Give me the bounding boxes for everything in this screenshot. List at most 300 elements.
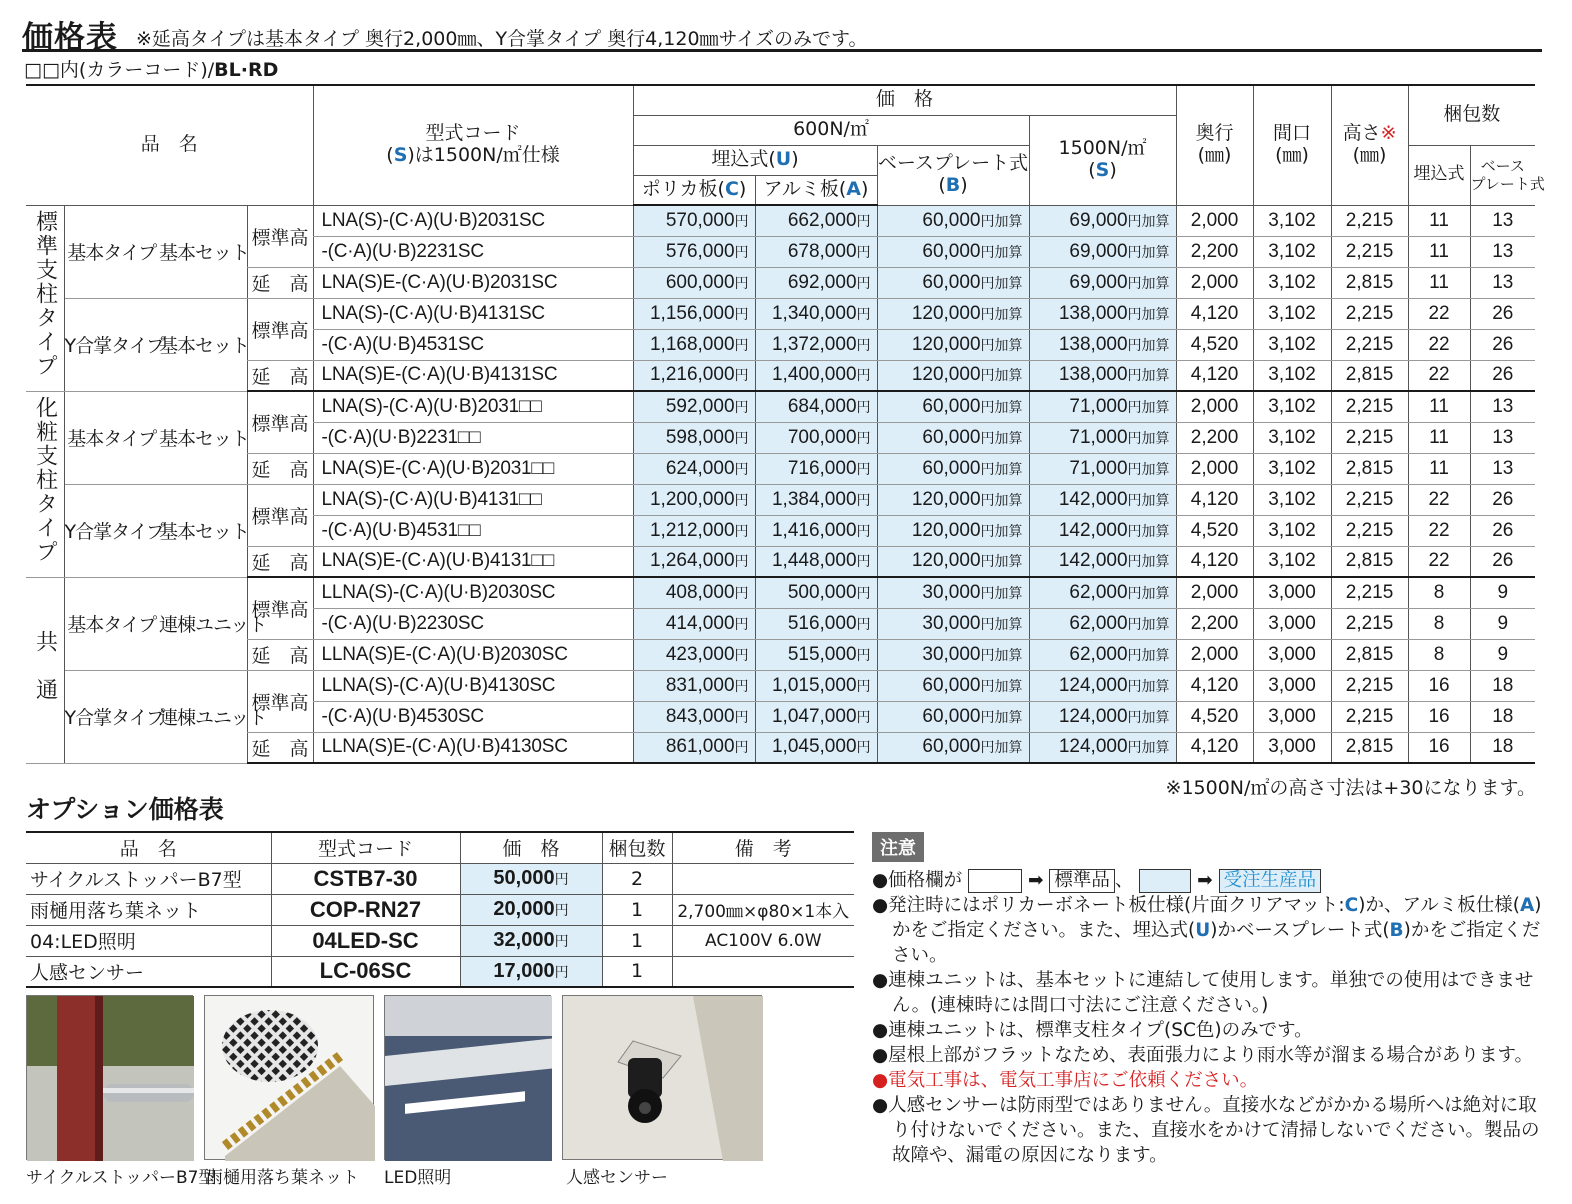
depth-value: 2,200 [1176, 422, 1253, 453]
width-value: 3,000 [1253, 639, 1331, 670]
price-baseplate-add: 30,000円加算 [877, 577, 1029, 608]
height-type-extended: 延 高 [247, 639, 313, 670]
pack-embedded-value: 11 [1408, 391, 1470, 422]
price-baseplate-add: 60,000円加算 [877, 391, 1029, 422]
height-value: 2,815 [1331, 453, 1408, 484]
height-value: 2,215 [1331, 577, 1408, 608]
caption-leaf-net: 雨樋用落ち葉ネット [206, 1168, 359, 1188]
caution-notes [872, 832, 1544, 1168]
option-header-name: 品 名 [26, 832, 271, 863]
price-polycarbonate: 1,168,000円 [633, 329, 755, 360]
price-baseplate-add: 60,000円加算 [877, 732, 1029, 763]
option-row [26, 956, 854, 987]
price-baseplate-add: 60,000円加算 [877, 701, 1029, 732]
pack-base-value: 26 [1470, 360, 1535, 391]
option-pack: 2 [602, 863, 672, 894]
header-baseplate: ベースプレート式 (B) [877, 145, 1029, 205]
price-aluminum: 515,000円 [755, 639, 877, 670]
price-aluminum: 516,000円 [755, 608, 877, 639]
price-1500-add: 69,000円加算 [1029, 236, 1176, 267]
pack-embedded-value: 11 [1408, 453, 1470, 484]
depth-value: 2,000 [1176, 453, 1253, 484]
set-label: 連棟ユニット [159, 577, 247, 670]
price-1500-add: 62,000円加算 [1029, 608, 1176, 639]
option-price: 50,000円 [460, 863, 602, 894]
pack-embedded-value: 11 [1408, 422, 1470, 453]
pack-base-value: 26 [1470, 515, 1535, 546]
option-code: CSTB7-30 [271, 863, 460, 894]
price-polycarbonate: 414,000円 [633, 608, 755, 639]
height-footnote: ※1500N/㎡の高さ寸法は+30になります。 [1165, 777, 1536, 799]
price-baseplate-add: 60,000円加算 [877, 670, 1029, 701]
width-value: 3,102 [1253, 546, 1331, 577]
price-1500-add: 71,000円加算 [1029, 391, 1176, 422]
option-name: 04:LED照明 [26, 925, 271, 956]
type-label: 基本タイプ [64, 577, 159, 670]
pack-embedded-value: 8 [1408, 608, 1470, 639]
model-code: -(C·A)(U·B)2230SC [313, 608, 633, 639]
set-label: 基本セット [159, 298, 247, 391]
pack-embedded-value: 22 [1408, 515, 1470, 546]
option-header-note: 備 考 [672, 832, 854, 863]
color-code-prefix: □□内(カラーコード)/ [24, 59, 215, 81]
option-note: 2,700㎜×φ80×1本入 [672, 894, 854, 925]
option-code: LC-06SC [271, 956, 460, 987]
pack-base-value: 9 [1470, 639, 1535, 670]
pack-embedded-value: 22 [1408, 329, 1470, 360]
option-table [26, 831, 854, 988]
height-type-standard: 標準高 [247, 205, 313, 267]
height-type-extended: 延 高 [247, 360, 313, 391]
price-1500-add: 138,000円加算 [1029, 360, 1176, 391]
height-value: 2,815 [1331, 732, 1408, 763]
price-aluminum: 1,384,000円 [755, 484, 877, 515]
price-row [26, 670, 1535, 701]
price-row [26, 205, 1535, 236]
page-title: 価格表 [22, 20, 118, 56]
height-value: 2,215 [1331, 329, 1408, 360]
depth-value: 4,120 [1176, 298, 1253, 329]
price-polycarbonate: 600,000円 [633, 267, 755, 298]
price-row [26, 732, 1535, 763]
price-1500-add: 124,000円加算 [1029, 732, 1176, 763]
price-1500-add: 124,000円加算 [1029, 701, 1176, 732]
pack-base-value: 26 [1470, 329, 1535, 360]
depth-value: 4,520 [1176, 329, 1253, 360]
price-baseplate-add: 120,000円加算 [877, 329, 1029, 360]
price-baseplate-add: 60,000円加算 [877, 422, 1029, 453]
pack-embedded-value: 16 [1408, 732, 1470, 763]
motion-sensor-image [563, 996, 763, 1161]
pack-base-value: 18 [1470, 701, 1535, 732]
price-aluminum: 1,400,000円 [755, 360, 877, 391]
pack-embedded-value: 22 [1408, 546, 1470, 577]
header-load-1500: 1500N/㎡ (S) [1029, 115, 1176, 205]
pack-base-value: 26 [1470, 484, 1535, 515]
price-baseplate-add: 120,000円加算 [877, 546, 1029, 577]
model-code: LNA(S)-(C·A)(U·B)4131□□ [313, 484, 633, 515]
price-baseplate-add: 60,000円加算 [877, 267, 1029, 298]
height-value: 2,815 [1331, 546, 1408, 577]
pack-base-value: 13 [1470, 391, 1535, 422]
depth-value: 4,120 [1176, 732, 1253, 763]
width-value: 3,102 [1253, 329, 1331, 360]
model-code: -(C·A)(U·B)2231SC [313, 236, 633, 267]
header-aluminum: アルミ板(A) [755, 175, 877, 205]
width-value: 3,102 [1253, 453, 1331, 484]
price-1500-add: 62,000円加算 [1029, 577, 1176, 608]
pack-embedded-value: 22 [1408, 298, 1470, 329]
price-baseplate-add: 120,000円加算 [877, 298, 1029, 329]
pack-base-value: 13 [1470, 236, 1535, 267]
price-baseplate-add: 60,000円加算 [877, 205, 1029, 236]
price-aluminum: 678,000円 [755, 236, 877, 267]
width-value: 3,000 [1253, 577, 1331, 608]
price-polycarbonate: 408,000円 [633, 577, 755, 608]
leaf-net-image [205, 996, 375, 1161]
color-code-line [24, 55, 278, 82]
price-polycarbonate: 1,264,000円 [633, 546, 755, 577]
price-row [26, 453, 1535, 484]
price-table [26, 84, 1545, 764]
price-aluminum: 1,015,000円 [755, 670, 877, 701]
price-baseplate-add: 120,000円加算 [877, 515, 1029, 546]
pack-embedded-value: 11 [1408, 267, 1470, 298]
price-polycarbonate: 1,156,000円 [633, 298, 755, 329]
price-1500-add: 69,000円加算 [1029, 267, 1176, 298]
model-code: LNA(S)E-(C·A)(U·B)4131□□ [313, 546, 633, 577]
height-value: 2,815 [1331, 639, 1408, 670]
price-polycarbonate: 598,000円 [633, 422, 755, 453]
depth-value: 4,120 [1176, 670, 1253, 701]
header-embedded: 埋込式(U) [633, 145, 877, 175]
caution-tag: 注意 [872, 832, 924, 862]
price-row [26, 267, 1535, 298]
option-note [672, 863, 854, 894]
pack-base-value: 13 [1470, 267, 1535, 298]
type-label: Y合掌タイプ [64, 670, 159, 763]
caption-cycle-stopper: サイクルストッパーB7型 [26, 1168, 216, 1188]
width-value: 3,102 [1253, 298, 1331, 329]
price-table-body [26, 205, 1535, 763]
price-1500-add: 142,000円加算 [1029, 546, 1176, 577]
price-1500-add: 71,000円加算 [1029, 422, 1176, 453]
option-header-code: 型式コード [271, 832, 460, 863]
pack-base-value: 26 [1470, 298, 1535, 329]
depth-value: 2,000 [1176, 391, 1253, 422]
option-row [26, 925, 854, 956]
price-polycarbonate: 1,216,000円 [633, 360, 755, 391]
price-polycarbonate: 1,212,000円 [633, 515, 755, 546]
option-photos [26, 995, 766, 1200]
pack-embedded-value: 11 [1408, 236, 1470, 267]
header-bar [22, 8, 1542, 56]
category-label: 共 通 [26, 577, 64, 763]
header-width: 間口 (㎜) [1253, 85, 1331, 205]
pack-base-value: 13 [1470, 422, 1535, 453]
price-1500-add: 142,000円加算 [1029, 484, 1176, 515]
price-1500-add: 138,000円加算 [1029, 329, 1176, 360]
height-value: 2,215 [1331, 484, 1408, 515]
legend-standard-swatch [968, 869, 1022, 893]
pack-embedded-value: 11 [1408, 205, 1470, 236]
cycle-stopper-image [27, 996, 194, 1161]
price-polycarbonate: 1,200,000円 [633, 484, 755, 515]
price-polycarbonate: 570,000円 [633, 205, 755, 236]
set-label: 連棟ユニット [159, 670, 247, 763]
legend-standard-label: 標準品 [1049, 869, 1115, 893]
price-polycarbonate: 592,000円 [633, 391, 755, 422]
price-baseplate-add: 120,000円加算 [877, 360, 1029, 391]
model-code: LLNA(S)E-(C·A)(U·B)4130SC [313, 732, 633, 763]
pack-embedded-value: 16 [1408, 670, 1470, 701]
price-aluminum: 1,372,000円 [755, 329, 877, 360]
legend-bto-swatch [1139, 869, 1191, 893]
price-polycarbonate: 576,000円 [633, 236, 755, 267]
option-table-body [26, 863, 854, 987]
led-light-photo [384, 995, 551, 1160]
price-aluminum: 692,000円 [755, 267, 877, 298]
width-value: 3,000 [1253, 701, 1331, 732]
model-code: LNA(S)-(C·A)(U·B)4131SC [313, 298, 633, 329]
width-value: 3,102 [1253, 205, 1331, 236]
pack-base-value: 9 [1470, 608, 1535, 639]
type-label: Y合掌タイプ [64, 484, 159, 577]
height-value: 2,215 [1331, 515, 1408, 546]
option-pack: 1 [602, 956, 672, 987]
width-value: 3,102 [1253, 267, 1331, 298]
pack-base-value: 13 [1470, 205, 1535, 236]
price-row [26, 391, 1535, 422]
height-type-standard: 標準高 [247, 391, 313, 453]
category-label: 化粧支柱タイプ [26, 391, 64, 577]
caption-motion-sensor: 人感センサー [566, 1168, 668, 1188]
price-aluminum: 662,000円 [755, 205, 877, 236]
width-value: 3,102 [1253, 391, 1331, 422]
pack-base-value: 18 [1470, 732, 1535, 763]
depth-value: 4,120 [1176, 484, 1253, 515]
option-price: 32,000円 [460, 925, 602, 956]
option-code: COP-RN27 [271, 894, 460, 925]
price-polycarbonate: 624,000円 [633, 453, 755, 484]
price-aluminum: 500,000円 [755, 577, 877, 608]
type-label: 基本タイプ [64, 205, 159, 298]
height-value: 2,215 [1331, 670, 1408, 701]
price-1500-add: 71,000円加算 [1029, 453, 1176, 484]
header-pack: 梱包数 [1408, 85, 1535, 145]
header-product: 品 名 [26, 85, 313, 205]
set-label: 基本セット [159, 484, 247, 577]
header-polycarbonate: ポリカ板(C) [633, 175, 755, 205]
width-value: 3,102 [1253, 236, 1331, 267]
price-baseplate-add: 60,000円加算 [877, 453, 1029, 484]
note-connect-unit: ●連棟ユニットは、基本セットに連結して使用します。単独での使用はできません。(連棟時には間口寸法にご注意ください。) [872, 970, 1534, 1016]
model-code: LNA(S)-(C·A)(U·B)2031□□ [313, 391, 633, 422]
depth-value: 2,000 [1176, 639, 1253, 670]
price-aluminum: 716,000円 [755, 453, 877, 484]
price-aluminum: 1,045,000円 [755, 732, 877, 763]
width-value: 3,000 [1253, 670, 1331, 701]
option-pack: 1 [602, 894, 672, 925]
price-polycarbonate: 423,000円 [633, 639, 755, 670]
depth-value: 4,120 [1176, 546, 1253, 577]
note-flat-roof: ●屋根上部がフラットなため、表面張力により雨水等が溜まる場合があります。 [872, 1045, 1534, 1066]
note-connect-unit-color: ●連棟ユニットは、標準支柱タイプ(SC色)のみです。 [872, 1020, 1313, 1041]
price-aluminum: 1,047,000円 [755, 701, 877, 732]
option-price: 17,000円 [460, 956, 602, 987]
model-code: -(C·A)(U·B)2231□□ [313, 422, 633, 453]
price-1500-add: 142,000円加算 [1029, 515, 1176, 546]
note-sensor-waterproof: ●人感センサーは防雨型ではありません。直接水などがかかる場所へは絶対に取り付けないでください。また、直接水をかけて清掃しないでください。製品の故障や、漏電の原因になります。 [872, 1095, 1540, 1166]
header-depth: 奥行 (㎜) [1176, 85, 1253, 205]
depth-value: 4,520 [1176, 515, 1253, 546]
option-note [672, 956, 854, 987]
price-aluminum: 684,000円 [755, 391, 877, 422]
price-1500-add: 138,000円加算 [1029, 298, 1176, 329]
price-1500-add: 124,000円加算 [1029, 670, 1176, 701]
width-value: 3,000 [1253, 732, 1331, 763]
width-value: 3,102 [1253, 422, 1331, 453]
price-polycarbonate: 861,000円 [633, 732, 755, 763]
depth-value: 4,520 [1176, 701, 1253, 732]
height-value: 2,815 [1331, 360, 1408, 391]
model-code: LNA(S)-(C·A)(U·B)2031SC [313, 205, 633, 236]
price-1500-add: 62,000円加算 [1029, 639, 1176, 670]
option-price: 20,000円 [460, 894, 602, 925]
led-light-image [385, 996, 552, 1161]
set-label: 基本セット [159, 205, 247, 298]
model-code: LLNA(S)-(C·A)(U·B)4130SC [313, 670, 633, 701]
width-value: 3,102 [1253, 484, 1331, 515]
depth-value: 2,000 [1176, 577, 1253, 608]
price-row [26, 298, 1535, 329]
height-value: 2,215 [1331, 298, 1408, 329]
pack-embedded-value: 22 [1408, 360, 1470, 391]
model-code: LNA(S)E-(C·A)(U·B)4131SC [313, 360, 633, 391]
header-pack-embedded: 埋込式 [1408, 145, 1470, 205]
cycle-stopper-photo [26, 995, 193, 1160]
price-baseplate-add: 30,000円加算 [877, 608, 1029, 639]
width-value: 3,000 [1253, 608, 1331, 639]
width-value: 3,102 [1253, 360, 1331, 391]
header-note: ※延高タイプは基本タイプ 奥行2,000㎜、Y合掌タイプ 奥行4,120㎜サイズのみです。 [136, 28, 868, 50]
price-polycarbonate: 831,000円 [633, 670, 755, 701]
option-name: 雨樋用落ち葉ネット [26, 894, 271, 925]
leaf-net-photo [204, 995, 374, 1160]
depth-value: 2,000 [1176, 205, 1253, 236]
option-header-pack: 梱包数 [602, 832, 672, 863]
option-header-price: 価 格 [460, 832, 602, 863]
option-name: 人感センサー [26, 956, 271, 987]
pack-base-value: 26 [1470, 546, 1535, 577]
height-value: 2,215 [1331, 608, 1408, 639]
type-label: 基本タイプ [64, 391, 159, 484]
depth-value: 2,200 [1176, 236, 1253, 267]
header-height: 高さ※ (㎜) [1331, 85, 1408, 205]
note-legend: ●価格欄が ➡ 標準品 、 ➡ 受注生産品 [872, 868, 1544, 893]
price-aluminum: 1,416,000円 [755, 515, 877, 546]
option-row [26, 863, 854, 894]
price-row [26, 484, 1535, 515]
height-value: 2,215 [1331, 236, 1408, 267]
price-row [26, 546, 1535, 577]
note-electrical-work: ●電気工事は、電気工事店にご依頼ください。 [872, 1070, 1259, 1091]
height-value: 2,215 [1331, 205, 1408, 236]
color-code-value: BL·RD [214, 59, 279, 81]
pack-embedded-value: 8 [1408, 639, 1470, 670]
height-type-standard: 標準高 [247, 484, 313, 546]
price-baseplate-add: 30,000円加算 [877, 639, 1029, 670]
price-table-header [26, 85, 1545, 205]
pack-base-value: 9 [1470, 577, 1535, 608]
caption-led-light: LED照明 [384, 1168, 452, 1188]
header-pack-base: ベース プレート式 [1470, 145, 1535, 205]
model-code: LLNA(S)E-(C·A)(U·B)2030SC [313, 639, 633, 670]
price-row [26, 360, 1535, 391]
height-type-extended: 延 高 [247, 453, 313, 484]
option-row [26, 894, 854, 925]
model-code: -(C·A)(U·B)4531SC [313, 329, 633, 360]
header-price: 価 格 [633, 85, 1176, 115]
pack-base-value: 18 [1470, 670, 1535, 701]
motion-sensor-photo [562, 995, 762, 1160]
set-label: 基本セット [159, 391, 247, 484]
header-load-600: 600N/㎡ [633, 115, 1029, 145]
height-type-standard: 標準高 [247, 298, 313, 360]
price-baseplate-add: 120,000円加算 [877, 484, 1029, 515]
option-pack: 1 [602, 925, 672, 956]
depth-value: 2,200 [1176, 608, 1253, 639]
option-name: サイクルストッパーB7型 [26, 863, 271, 894]
option-code: 04LED-SC [271, 925, 460, 956]
pack-base-value: 13 [1470, 453, 1535, 484]
model-code: -(C·A)(U·B)4531□□ [313, 515, 633, 546]
height-value: 2,215 [1331, 701, 1408, 732]
category-label: 標準支柱タイプ [26, 205, 64, 391]
option-title: オプション価格表 [26, 795, 224, 824]
price-baseplate-add: 60,000円加算 [877, 236, 1029, 267]
type-label: Y合掌タイプ [64, 298, 159, 391]
price-aluminum: 1,340,000円 [755, 298, 877, 329]
height-value: 2,815 [1331, 267, 1408, 298]
price-aluminum: 700,000円 [755, 422, 877, 453]
depth-value: 4,120 [1176, 360, 1253, 391]
pack-embedded-value: 8 [1408, 577, 1470, 608]
legend-bto-label: 受注生産品 [1219, 869, 1322, 893]
model-code: LNA(S)E-(C·A)(U·B)2031□□ [313, 453, 633, 484]
height-value: 2,215 [1331, 422, 1408, 453]
height-type-standard: 標準高 [247, 577, 313, 639]
width-value: 3,102 [1253, 515, 1331, 546]
pack-embedded-value: 22 [1408, 484, 1470, 515]
height-type-extended: 延 高 [247, 546, 313, 577]
price-polycarbonate: 843,000円 [633, 701, 755, 732]
price-row [26, 639, 1535, 670]
model-code: LLNA(S)-(C·A)(U·B)2030SC [313, 577, 633, 608]
model-code: LNA(S)E-(C·A)(U·B)2031SC [313, 267, 633, 298]
model-code: -(C·A)(U·B)4530SC [313, 701, 633, 732]
header-model-code: 型式コード (S)は1500N/㎡仕様 [313, 85, 633, 205]
price-1500-add: 69,000円加算 [1029, 205, 1176, 236]
height-type-standard: 標準高 [247, 670, 313, 732]
height-value: 2,215 [1331, 391, 1408, 422]
option-note: AC100V 6.0W [672, 925, 854, 956]
price-aluminum: 1,448,000円 [755, 546, 877, 577]
height-type-extended: 延 高 [247, 732, 313, 763]
price-row [26, 577, 1535, 608]
depth-value: 2,000 [1176, 267, 1253, 298]
height-type-extended: 延 高 [247, 267, 313, 298]
